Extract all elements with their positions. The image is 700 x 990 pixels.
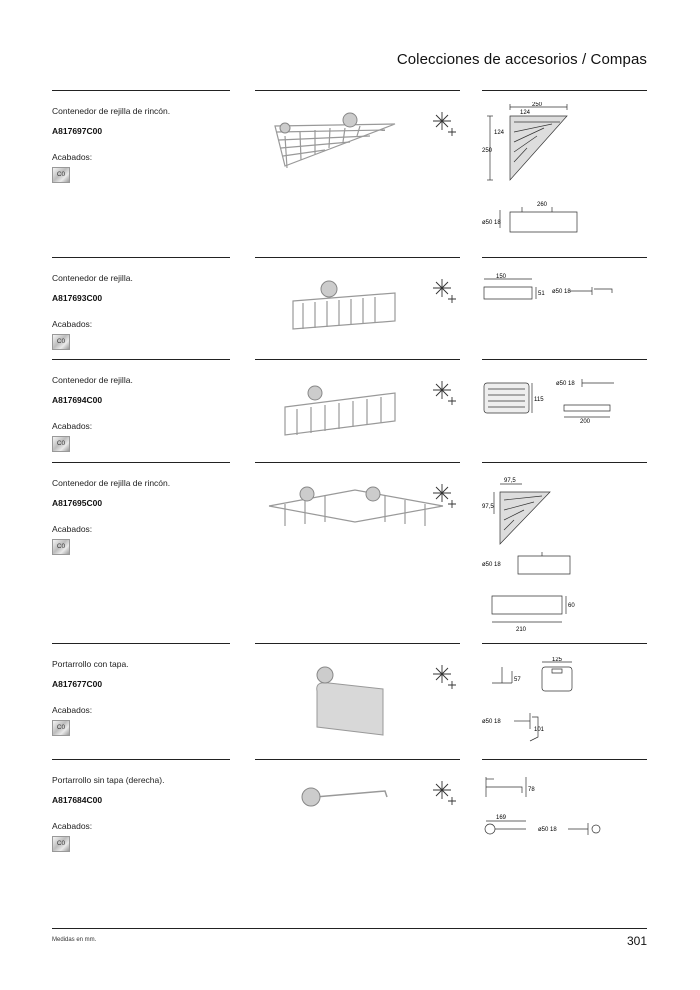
dimension-label: 18 [550,827,557,833]
dimension-label: 250 [482,148,493,154]
finishes-label: Acabados: [52,319,93,329]
dimension-label: 260 [537,202,548,208]
sparkle-icon [430,777,460,807]
dimension-label: ø50 [552,289,563,295]
product-description: Contenedor de rejilla de rincón. [52,106,171,116]
technical-drawing [482,377,647,447]
dimension-label: 210 [516,627,527,633]
dimension-label: 51 [538,291,545,297]
technical-drawing [482,474,647,634]
product-code: A817677C00 [52,679,103,689]
technical-drawing [482,657,647,747]
finish-swatch: C0 [52,334,70,350]
page-number: 301 [626,934,647,948]
dimension-label: 78 [528,787,535,793]
dimension-label: 250 [532,102,543,108]
dimension-label: 57 [514,677,521,683]
product-description: Portarrollo con tapa. [52,659,129,669]
dimension-label: 115 [534,397,544,403]
product-code: A817697C00 [52,126,103,136]
dimension-label: ø50 [482,220,493,226]
dimension-label: 97,5 [504,478,516,484]
sparkle-icon [430,108,460,138]
dimension-label: ø50 [538,827,549,833]
dimension-label: 97,5 [482,504,494,510]
product-code: A817693C00 [52,293,103,303]
footer-divider [52,928,647,929]
product-description: Contenedor de rejilla de rincón. [52,478,171,488]
dimension-label: 125 [552,657,563,663]
footer-note: Medidas en mm. [52,937,97,943]
dimension-label: ø50 [482,719,493,725]
dimension-label: 18 [568,381,575,387]
sparkle-icon [430,661,460,691]
finish-swatch: C0 [52,720,70,736]
dimension-label: 18 [494,220,501,226]
dimension-label: 101 [534,727,545,733]
dimension-label: 18 [564,289,571,295]
page-title: Colecciones de accesorios / Compas [396,51,647,68]
product-description: Contenedor de rejilla. [52,273,133,283]
product-code: A817695C00 [52,498,103,508]
dimension-label: 124 [520,110,531,116]
technical-drawing [482,271,647,311]
finish-swatch: C0 [52,836,70,852]
dimension-label: 18 [494,719,501,725]
dimension-label: 169 [496,815,507,821]
dimension-label: ø50 [482,562,493,568]
dimension-label: 124 [494,130,505,136]
dimension-label: 60 [568,603,575,609]
product-code: A817684C00 [52,795,103,805]
dimension-label: ø50 [556,381,567,387]
dimension-label: 200 [580,419,591,425]
product-row [52,462,647,637]
product-code: A817694C00 [52,395,103,405]
product-row [52,759,647,869]
sparkle-icon [430,377,460,407]
dimension-label: 18 [494,562,501,568]
finishes-label: Acabados: [52,705,93,715]
finish-swatch: C0 [52,436,70,452]
product-row [52,90,647,250]
product-description: Portarrollo sin tapa (derecha). [52,775,165,785]
technical-drawing [482,102,647,242]
finishes-label: Acabados: [52,821,93,831]
finishes-label: Acabados: [52,152,93,162]
product-row [52,359,647,459]
finish-swatch: C0 [52,167,70,183]
finish-swatch: C0 [52,539,70,555]
dimension-label: 150 [496,274,507,280]
sparkle-icon [430,275,460,305]
product-row [52,257,647,357]
product-row [52,643,647,753]
product-description: Contenedor de rejilla. [52,375,133,385]
finishes-label: Acabados: [52,524,93,534]
technical-drawing [482,773,647,853]
sparkle-icon [430,480,460,510]
finishes-label: Acabados: [52,421,93,431]
